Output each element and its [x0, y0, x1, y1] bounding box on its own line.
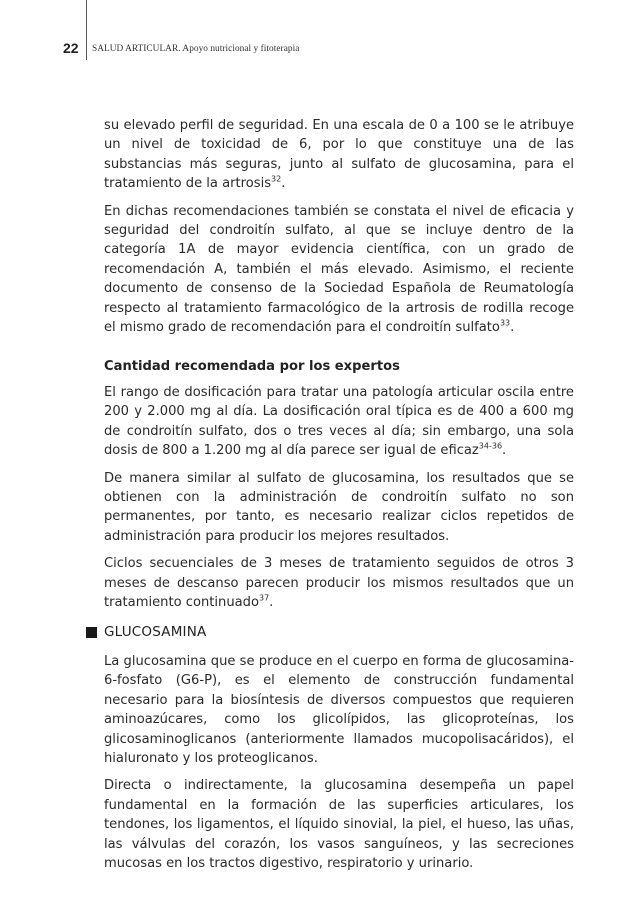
paragraph-text: En dichas recomendaciones también se constata el nivel de eficacia y seguridad del condroitín sulfato, al que se incluye dentro de la categoría 1A de mayor evidencia científica, con un grado de recomendación A, también el más elevado. Asimismo, el reciente documento de consenso de la Sociedad Española de Reumatología respecto al tratamiento farmacológico de la artrosis de rodilla recoge el mismo grado de recomendación para el condroitín sulfato	[104, 203, 574, 336]
paragraph	[104, 469, 574, 547]
paragraph-text: su elevado perfil de seguridad. En una escala de 0 a 100 se le atribuye un nivel de toxicidad de 6, por lo que constituye una de las substancias más seguras, junto al sulfato de glucosamina, para el tratamiento de la artrosis	[104, 118, 574, 192]
paragraph	[104, 554, 574, 612]
square-bullet-icon	[86, 627, 97, 638]
paragraph-tail: .	[281, 176, 286, 192]
paragraph-tail: .	[510, 320, 515, 336]
citation-ref: 34-36	[478, 441, 503, 451]
section-title: GLUCOSAMINA	[104, 624, 207, 640]
citation-ref: 33	[499, 318, 511, 328]
subheading: Cantidad recomendada por los expertos	[104, 359, 400, 375]
paragraph-text: De manera similar al sulfato de glucosamina, los resultados que se obtienen con la administración de condroitín sulfato no son permanentes, por tanto, es necesario realizar ciclos repetidos de administración para producir los mejores resultados.	[104, 470, 574, 544]
paragraph	[104, 652, 574, 768]
paragraph-text: El rango de dosificación para tratar una patología articular oscila entre 200 y 2.000 mg al día. La dosificación oral típica es de 400 a 600 mg de condroitín sulfato, dos o tres veces al día; sin embargo, una sola dosis de 800 a 1.200 mg al día parece ser igual de eficaz	[104, 384, 574, 459]
paragraph	[104, 776, 574, 873]
page-number: 22	[63, 40, 79, 56]
citation-ref: 32	[271, 174, 282, 184]
main-content	[104, 116, 574, 620]
paragraph-text: Directa o indirectamente, la glucosamina desempeña un papel fundamental en la formación de las superficies articulares, los tendones, los ligamentos, el líquido sinovial, la piel, el hueso, las uñas, las válvulas del corazón, los vasos sanguíneos, y las secreciones mucosas en los tractos digestivo, respiratorio y urinario.	[104, 778, 574, 872]
header-divider	[86, 0, 87, 60]
paragraph	[104, 116, 574, 194]
paragraph-tail: .	[269, 594, 274, 610]
paragraph	[104, 202, 574, 338]
section-content	[104, 652, 574, 881]
paragraph-text: La glucosamina que se produce en el cuerpo en forma de glucosamina-6-fosfato (G6-P), es el elemento de construcción fundamental necesario para la biosíntesis de diversos compuestos que requieren aminoazúcares, como los glicolípidos, las glicoproteínas, los glicosaminoglicanos (anteriormente llamados mucopolisacáridos), el hialuronato y los proteoglicanos.	[104, 654, 574, 767]
paragraph-tail: .	[502, 443, 507, 459]
paragraph-text: Ciclos secuenciales de 3 meses de tratamiento seguidos de otros 3 meses de descanso parecen producir los mismos resultados que un tratamiento continuado	[104, 556, 574, 610]
running-head: SALUD ARTICULAR. Apoyo nutricional y fitoterapia	[92, 44, 300, 54]
page-header	[0, 0, 638, 60]
citation-ref: 37	[258, 593, 270, 603]
section-heading	[86, 624, 206, 640]
paragraph	[104, 383, 574, 461]
